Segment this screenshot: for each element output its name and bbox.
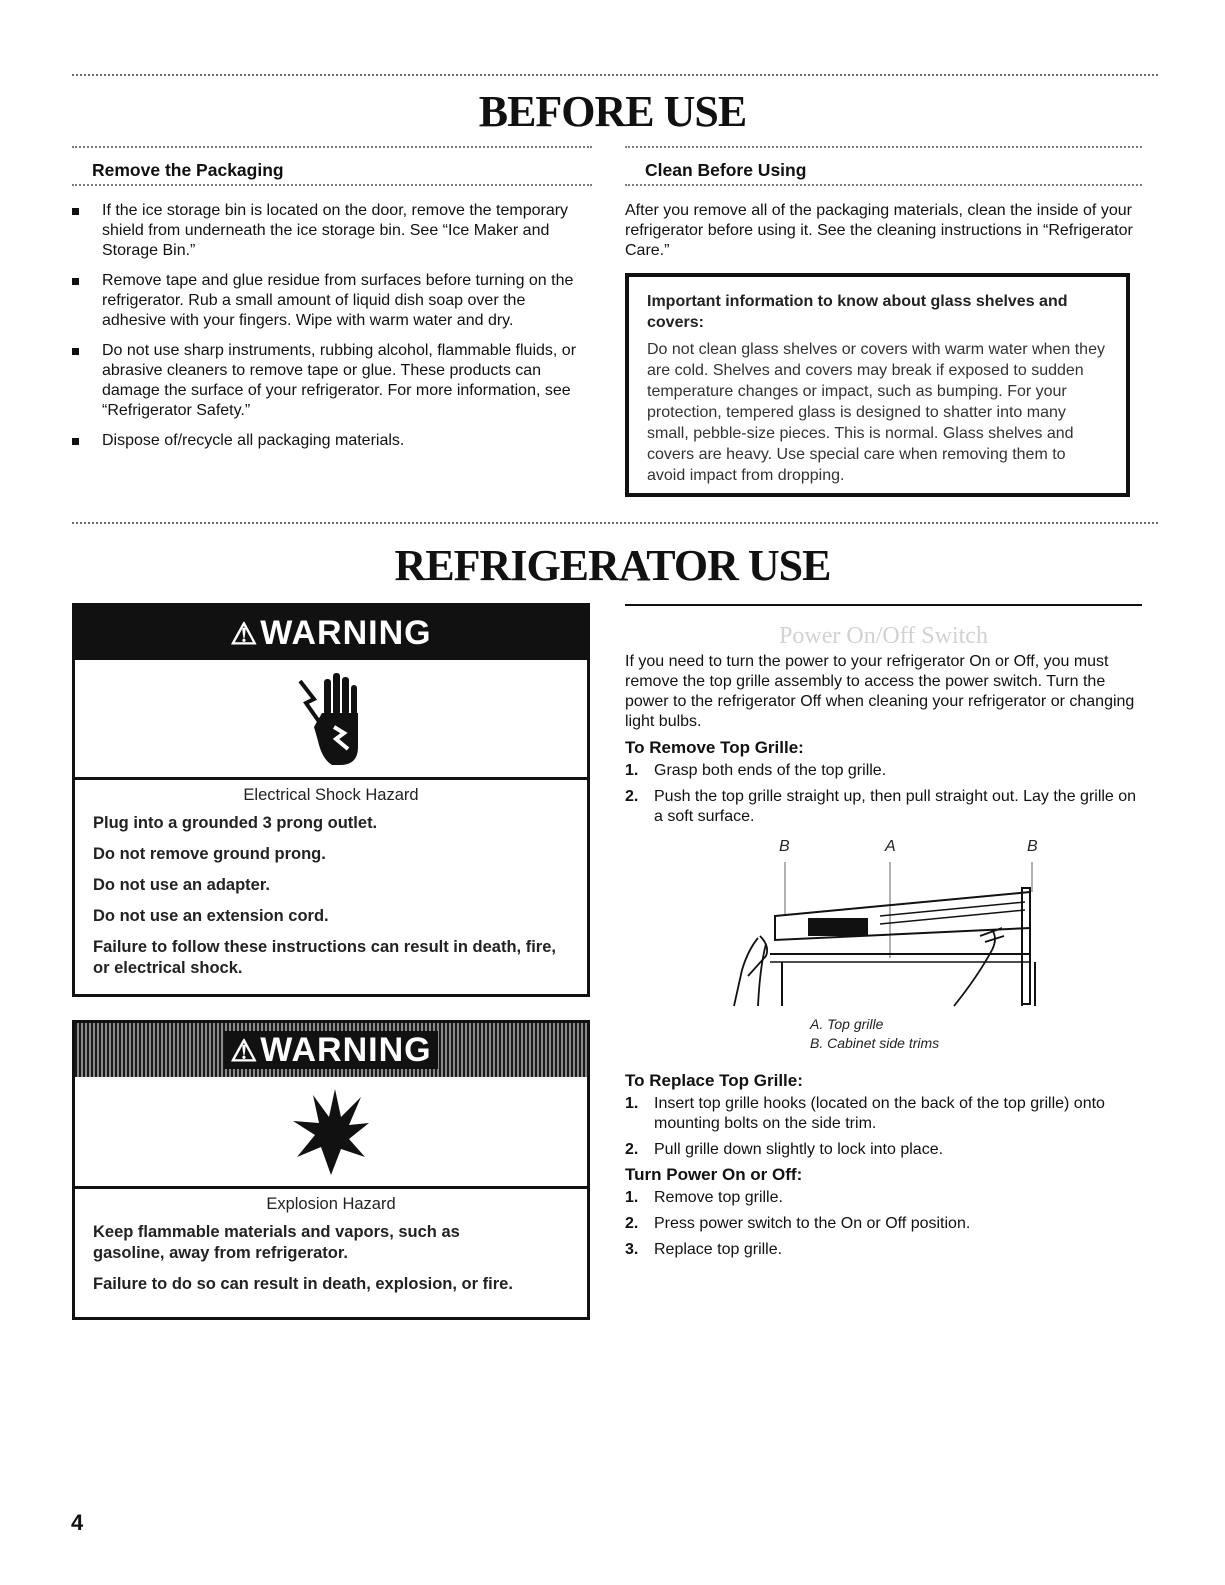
refrigerator-use-title: REFRIGERATOR USE: [394, 541, 831, 590]
clean-before-using-text: After you remove all of the packaging materials, clean the inside of your refrigerator before using it. See the cleaning instructions in “Refrigerator Care.”: [625, 202, 1133, 259]
list-item: 2. Pull grille down slightly to lock into place.: [625, 1141, 944, 1158]
heading-underline-right: [625, 184, 1142, 186]
top-divider: [72, 74, 1158, 76]
section-divider-left: [72, 146, 592, 148]
power-switch-intro: If you need to turn the power to your refrigerator On or Off, you must remove the top grille assembly to access the power switch. Turn the power to the refrigerator Off when cleaning your refrigerator or changing light bulbs.: [625, 653, 1135, 730]
list-item: Remove tape and glue residue from surfaces before turning on the refrigerator. Rub a small amount of liquid dish soap over the adhesive with your fingers. Wipe with warm water and dry.: [72, 271, 592, 331]
replace-grille-steps: [625, 1094, 1145, 1166]
list-item: 1. Insert top grille hooks (located on the back of the top grille) onto mounting bolts on the side trim.: [625, 1095, 1105, 1132]
list-item: Do not use sharp instruments, rubbing alcohol, flammable fluids, or abrasive cleaners to remove tape or glue. These products can damage the surface of your refrigerator. For more information, see “Refrigerator Safety.”: [72, 341, 592, 421]
warning-label: WARNING: [260, 1031, 432, 1069]
electrical-warning-text: [75, 780, 587, 999]
warning-line: Keep flammable materials and vapors, such as gasoline, away from refrigerator.: [93, 1223, 460, 1262]
figure-label-b-right: B: [1027, 838, 1038, 855]
warning-line: Failure to do so can result in death, explosion, or fire.: [93, 1275, 513, 1293]
list-item: 2. Press power switch to the On or Off position.: [625, 1215, 971, 1232]
section-divider-right: [625, 146, 1142, 148]
heading-underline-left: [72, 184, 592, 186]
turn-power-heading: Turn Power On or Off:: [625, 1165, 803, 1184]
before-use-title: BEFORE USE: [478, 87, 747, 136]
hazard-name: Electrical Shock Hazard: [243, 786, 419, 804]
top-grille-illustration: [730, 858, 1050, 1008]
hazard-name: Explosion Hazard: [266, 1195, 396, 1213]
figure-label-b-left: B: [779, 838, 790, 855]
turn-power-steps: [625, 1188, 1145, 1266]
middle-divider: [72, 522, 1158, 524]
list-item: 3. Replace top grille.: [625, 1241, 783, 1258]
caption-line-a: A. Top grille: [810, 1016, 884, 1032]
clean-before-using-heading: Clean Before Using: [645, 160, 807, 180]
explosion-warning-text: [75, 1189, 587, 1315]
warning-line: Do not remove ground prong.: [93, 845, 326, 863]
list-item: 1. Grasp both ends of the top grille.: [625, 762, 887, 779]
warning-triangle-icon: ⚠: [230, 618, 259, 651]
warning-banner: [75, 1023, 587, 1077]
remove-grille-heading: To Remove Top Grille:: [625, 738, 804, 757]
warning-line: Plug into a grounded 3 prong outlet.: [93, 814, 378, 832]
explosion-icon: [75, 1077, 587, 1189]
list-item: If the ice storage bin is located on the door, remove the temporary shield from underneath the ice storage bin. See “Ice Maker and Storage Bin.”: [72, 201, 592, 261]
figure-label-a: A: [885, 838, 896, 855]
electrical-warning-box: [72, 603, 590, 997]
remove-grille-steps: [625, 761, 1145, 833]
caption-line-b: B. Cabinet side trims: [810, 1035, 940, 1051]
warning-line: Do not use an extension cord.: [93, 907, 329, 925]
packaging-bullet-list: [72, 201, 592, 461]
warning-triangle-icon: ⚠: [230, 1035, 259, 1068]
list-item: 1. Remove top grille.: [625, 1189, 783, 1206]
list-item: 2. Push the top grille straight up, then pull straight out. Lay the grille on a soft surface.: [625, 788, 1137, 825]
power-switch-heading: Power On/Off Switch: [779, 623, 988, 649]
warning-line: Failure to follow these instructions can result in death, fire, or electrical shock.: [93, 938, 556, 977]
electrical-shock-hand-icon: [75, 660, 587, 780]
replace-grille-heading: To Replace Top Grille:: [625, 1071, 803, 1090]
warning-line: Do not use an adapter.: [93, 876, 270, 894]
explosion-warning-box: [72, 1020, 590, 1320]
glass-shelves-info-box: [625, 273, 1130, 497]
figure-caption: [810, 1015, 939, 1053]
glass-info-body: Do not clean glass shelves or covers with warm water when they are cold. Shelves and covers may break if exposed to sudden temperature changes or impact, such as bumping. For your protection, tempered glass is designed to shatter into many small, pebble-size pieces. This is normal. Glass shelves and covers are heavy. Use special care when removing them to avoid impact from dropping.: [647, 341, 1105, 484]
remove-packaging-heading: Remove the Packaging: [92, 160, 284, 180]
warning-label: WARNING: [260, 614, 432, 652]
warning-banner: [75, 606, 587, 660]
glass-info-title: Important information to know about glass shelves and covers:: [647, 293, 1068, 331]
page-number: 4: [71, 1510, 84, 1535]
power-section-rule: [625, 604, 1142, 606]
list-item: Dispose of/recycle all packaging materials.: [72, 431, 592, 451]
